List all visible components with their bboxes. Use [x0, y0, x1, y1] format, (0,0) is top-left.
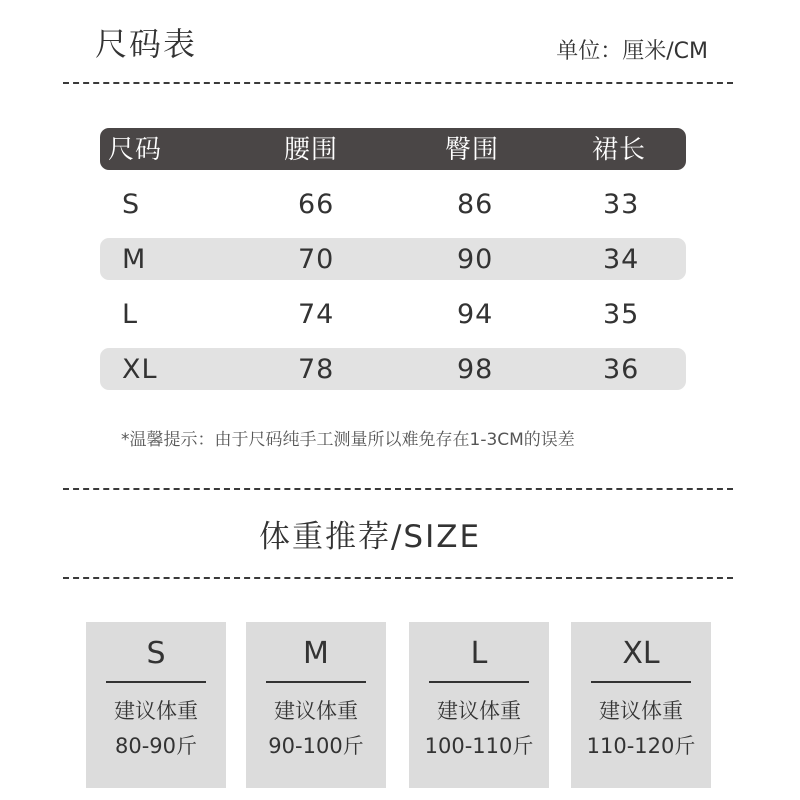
page-title: 尺码表	[95, 25, 198, 63]
weight-section-title: 体重推荐/SIZE	[258, 519, 482, 555]
card-rule	[266, 681, 366, 683]
column-header-hip: 臀围	[445, 135, 500, 165]
waist-cell: 70	[298, 244, 335, 275]
card-range: 110-120斤	[586, 734, 696, 758]
size-cell: S	[122, 189, 141, 220]
table-row	[100, 293, 686, 335]
divider-middle	[63, 488, 733, 490]
hip-cell: 86	[457, 189, 494, 220]
size-cell: XL	[122, 354, 158, 385]
size-cell: M	[122, 244, 147, 275]
table-header-row	[100, 128, 686, 170]
measurement-note: *温馨提示：由于尺码纯手工测量所以难免存在1-3CM的误差	[121, 430, 575, 450]
divider-top	[63, 82, 733, 84]
size-table	[100, 128, 686, 403]
unit-label: 单位：厘米/CM	[556, 39, 708, 64]
weight-card-l	[409, 622, 549, 788]
card-rule	[106, 681, 206, 683]
weight-card-m	[246, 622, 386, 788]
card-rule	[429, 681, 529, 683]
card-label: 建议体重	[437, 699, 521, 723]
size-cell: L	[122, 299, 139, 330]
column-header-length: 裙长	[592, 135, 647, 165]
card-size: S	[146, 636, 166, 671]
waist-cell: 66	[298, 189, 335, 220]
length-cell: 33	[603, 189, 640, 220]
waist-cell: 74	[298, 299, 335, 330]
length-cell: 34	[603, 244, 640, 275]
card-size: L	[470, 636, 488, 671]
card-range: 100-110斤	[424, 734, 534, 758]
table-row	[100, 348, 686, 390]
column-header-waist: 腰围	[284, 135, 339, 165]
card-label: 建议体重	[599, 699, 683, 723]
card-range: 90-100斤	[268, 734, 364, 758]
weight-card-xl	[571, 622, 711, 788]
weight-card-s	[86, 622, 226, 788]
waist-cell: 78	[298, 354, 335, 385]
card-range: 80-90斤	[114, 734, 198, 758]
column-header-size: 尺码	[108, 135, 163, 165]
length-cell: 36	[603, 354, 640, 385]
table-row	[100, 183, 686, 225]
hip-cell: 98	[457, 354, 494, 385]
card-label: 建议体重	[274, 699, 358, 723]
card-label: 建议体重	[114, 699, 198, 723]
card-size: M	[303, 636, 329, 671]
table-row	[100, 238, 686, 280]
length-cell: 35	[603, 299, 640, 330]
hip-cell: 94	[457, 299, 494, 330]
divider-lower	[63, 577, 733, 579]
hip-cell: 90	[457, 244, 494, 275]
card-rule	[591, 681, 691, 683]
card-size: XL	[622, 636, 660, 671]
